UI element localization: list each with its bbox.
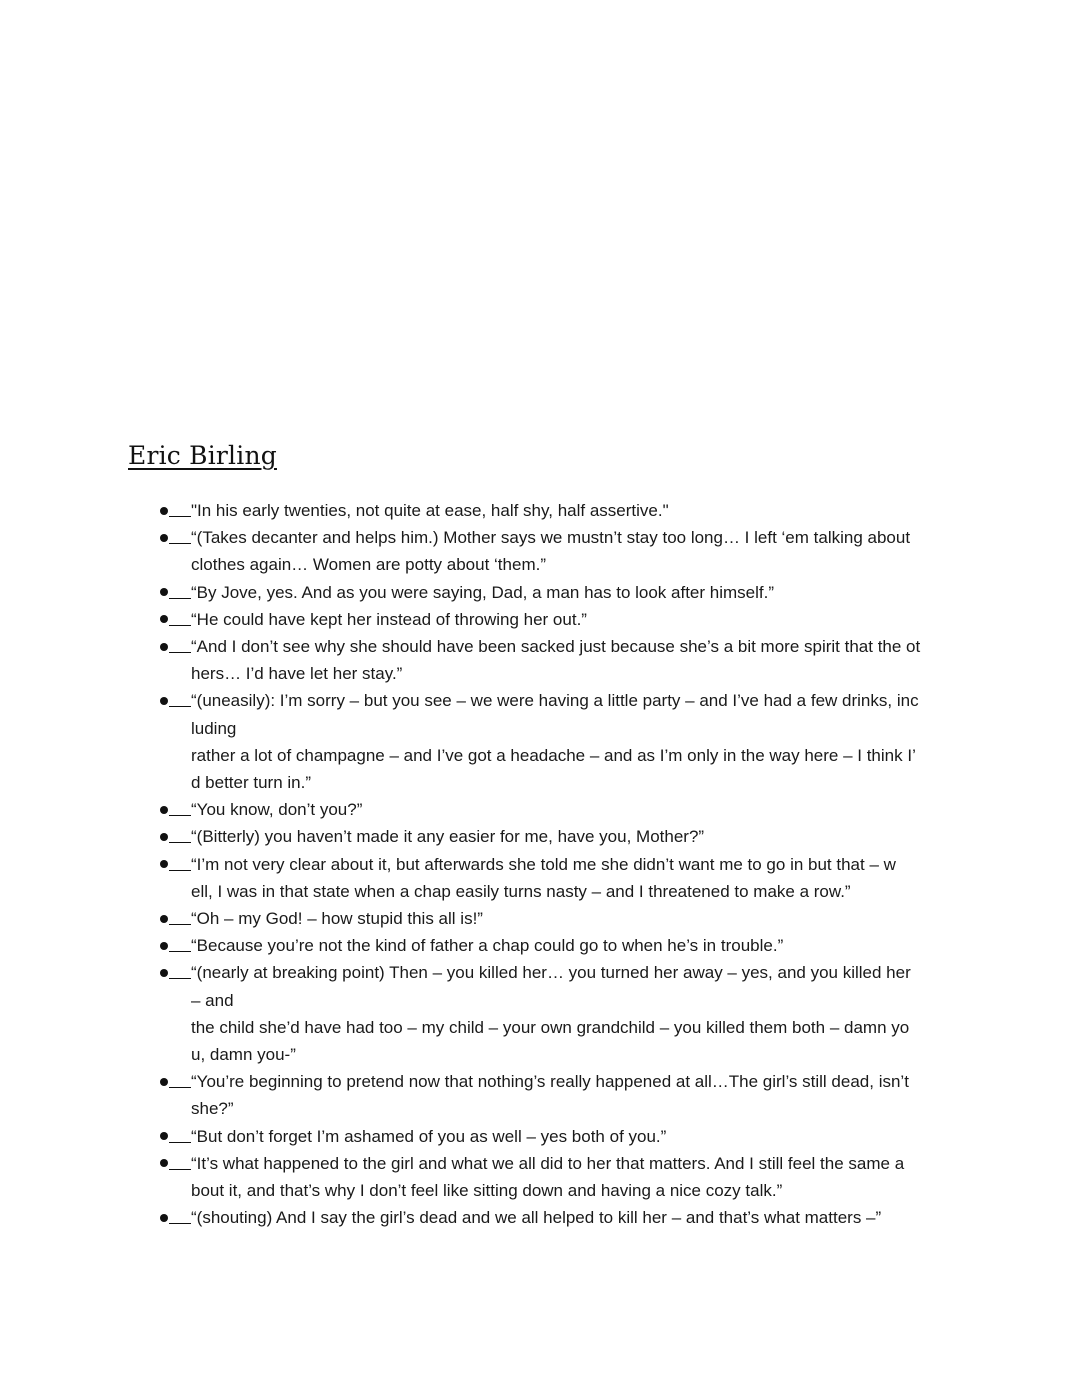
quote-line: luding <box>191 718 237 738</box>
quote-line: “(nearly at breaking point) Then – you killed her… you turned her away – yes, and you killed her <box>191 963 911 983</box>
bullet-icon <box>160 1078 168 1086</box>
quote-item <box>0 687 1080 796</box>
bullet-icon <box>160 1132 168 1140</box>
quote-line: “Oh – my God! – how stupid this all is!” <box>191 909 483 929</box>
bullet-underline <box>169 978 191 979</box>
bullet-underline <box>169 924 191 925</box>
bullet-icon <box>160 833 168 841</box>
quote-item <box>0 1123 1080 1150</box>
quote-line: “He could have kept her instead of throwing her out.” <box>191 609 587 629</box>
quote-item <box>0 796 1080 823</box>
quote-item <box>0 1204 1080 1231</box>
quote-item <box>0 959 1080 1068</box>
quote-line: – and <box>191 990 234 1010</box>
bullet-underline <box>169 598 191 599</box>
bullet-underline <box>169 516 191 517</box>
quote-line: “Because you’re not the kind of father a chap could go to when he’s in trouble.” <box>191 936 784 956</box>
bullet-icon <box>160 969 168 977</box>
quote-line: “You know, don’t you?” <box>191 800 363 820</box>
bullet-underline <box>169 842 191 843</box>
bullet-icon <box>160 643 168 651</box>
quote-item <box>0 606 1080 633</box>
bullet-icon <box>160 697 168 705</box>
quote-item <box>0 1150 1080 1204</box>
quote-line: clothes again… Women are potty about ‘them.” <box>191 555 546 575</box>
bullet-icon <box>160 1159 168 1167</box>
bullet-underline <box>169 815 191 816</box>
quote-line: rather a lot of champagne – and I’ve got a headache – and as I’m only in the way here – I think I’ <box>191 745 916 765</box>
quote-line: "In his early twenties, not quite at ease, half shy, half assertive." <box>191 501 669 520</box>
bullet-icon <box>160 860 168 868</box>
quote-item <box>0 633 1080 687</box>
quote-line: bout it, and that’s why I don’t feel like sitting down and having a nice cozy talk.” <box>191 1181 783 1201</box>
quote-item <box>0 823 1080 850</box>
quote-line: “You’re beginning to pretend now that nothing’s really happened at all…The girl’s still dead, isn’t <box>191 1072 909 1092</box>
bullet-icon <box>160 615 168 623</box>
bullet-underline <box>169 1223 191 1224</box>
bullet-underline <box>169 870 191 871</box>
quote-item <box>0 524 1080 578</box>
quote-line: she?” <box>191 1099 234 1119</box>
quote-item <box>0 1068 1080 1122</box>
quote-line: “(shouting) And I say the girl’s dead and we all helped to kill her – and that’s what matters –” <box>191 1208 882 1228</box>
quote-line: “(uneasily): I’m sorry – but you see – we were having a little party – and I’ve had a few drinks, inc <box>191 691 919 711</box>
quote-line: u, damn you-” <box>191 1045 296 1065</box>
quote-line: hers… I’d have let her stay.” <box>191 664 403 684</box>
bullet-underline <box>169 951 191 952</box>
bullet-underline <box>169 706 191 707</box>
quote-line: “(Bitterly) you haven’t made it any easier for me, have you, Mother?” <box>191 827 705 847</box>
bullet-icon <box>160 806 168 814</box>
bullet-icon <box>160 942 168 950</box>
bullet-icon <box>160 507 168 515</box>
quote-list <box>0 497 1080 1231</box>
quote-line: “By Jove, yes. And as you were saying, Dad, a man has to look after himself.” <box>191 582 774 602</box>
bullet-underline <box>169 625 191 626</box>
quote-item <box>0 851 1080 905</box>
quote-line: the child she’d have had too – my child – your own grandchild – you killed them both – damn yo <box>191 1017 910 1037</box>
page-heading: Eric Birling <box>128 441 277 470</box>
quote-line: “I’m not very clear about it, but afterwards she told me she didn’t want me to go in but that – w <box>191 854 896 874</box>
quote-line: d better turn in.” <box>191 773 312 793</box>
bullet-underline <box>169 543 191 544</box>
bullet-underline <box>169 1087 191 1088</box>
bullet-icon <box>160 1214 168 1222</box>
bullet-underline <box>169 652 191 653</box>
quote-item <box>0 932 1080 959</box>
quote-line: ell, I was in that state when a chap easily turns nasty – and I threatened to make a row.” <box>191 881 851 901</box>
quote-line: “And I don’t see why she should have been sacked just because she’s a bit more spirit that the ot <box>191 637 921 657</box>
quote-line: “It’s what happened to the girl and what we all did to her that matters. And I still feel the same a <box>191 1153 905 1173</box>
bullet-underline <box>169 1169 191 1170</box>
bullet-icon <box>160 915 168 923</box>
quote-line: “(Takes decanter and helps him.) Mother says we mustn’t stay too long… I left ‘em talking about <box>191 528 911 548</box>
quote-line: “But don’t forget I’m ashamed of you as well – yes both of you.” <box>191 1126 667 1146</box>
bullet-icon <box>160 534 168 542</box>
quote-item <box>0 579 1080 606</box>
bullet-icon <box>160 588 168 596</box>
quote-item <box>0 497 1080 524</box>
quote-item <box>0 905 1080 932</box>
bullet-underline <box>169 1142 191 1143</box>
